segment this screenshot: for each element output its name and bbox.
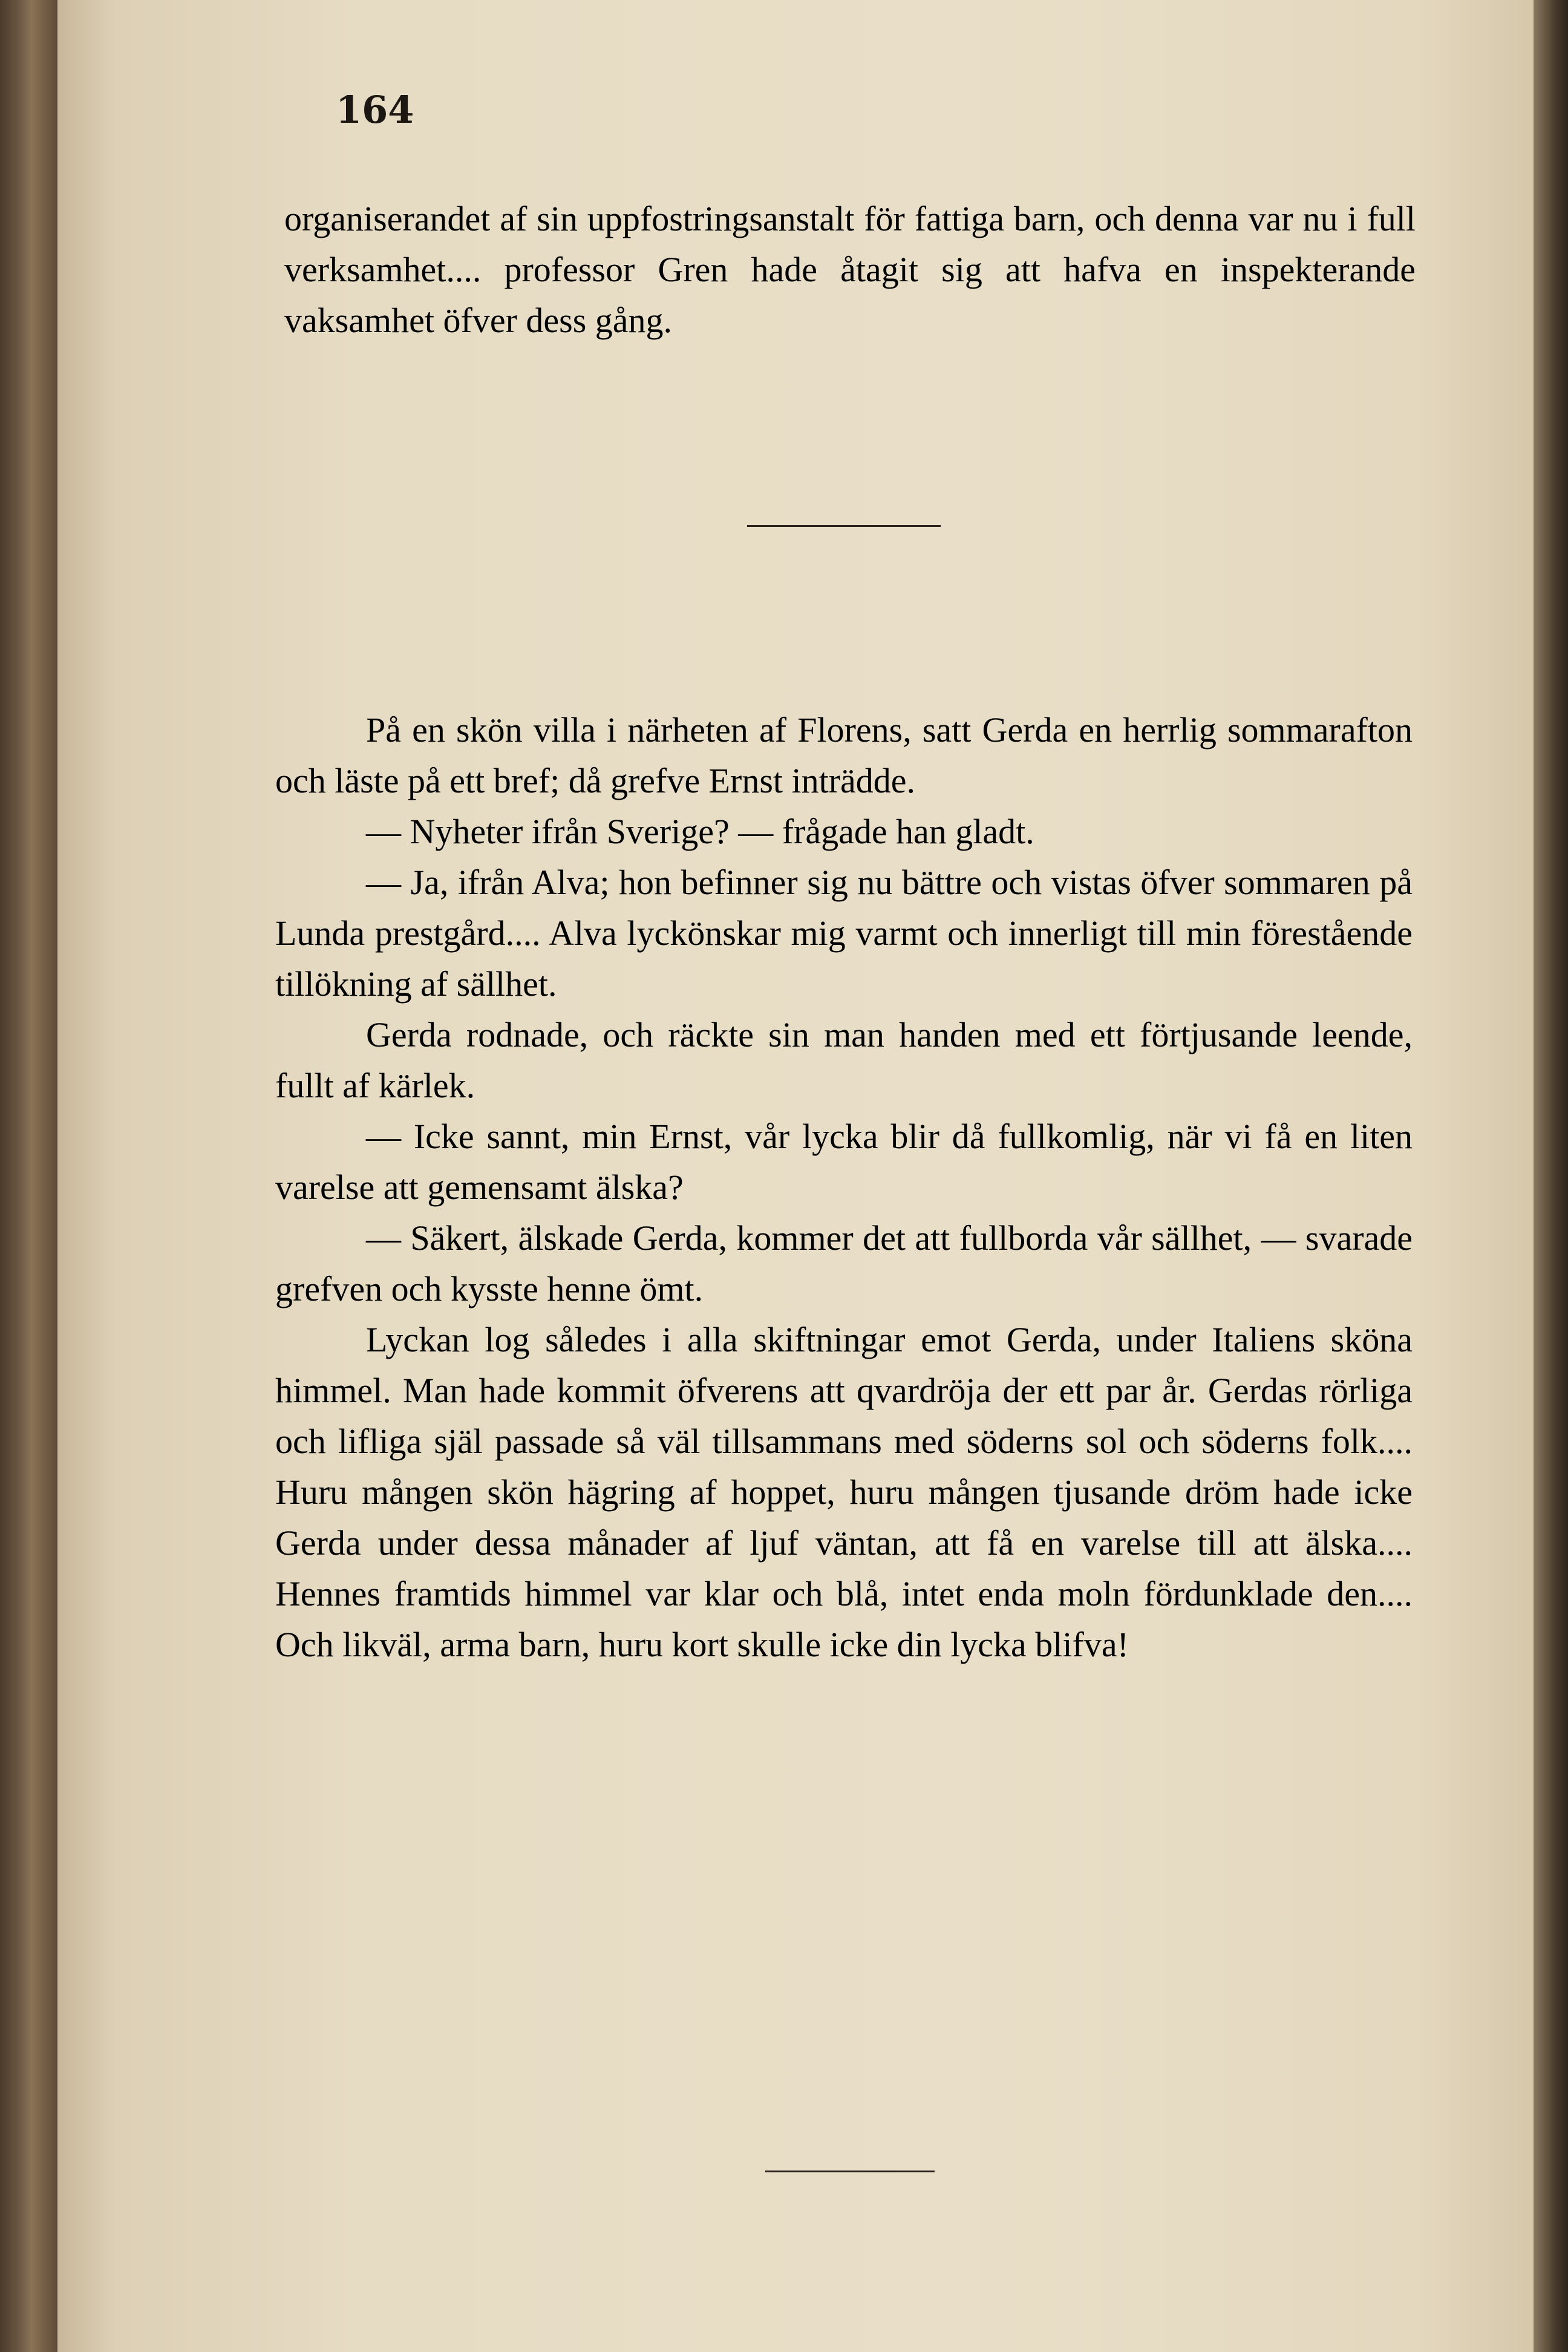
text-section-top — [284, 194, 1416, 346]
book-spine — [0, 0, 57, 2352]
paragraph: Gerda rodnade, och räckte sin man handen med ett förtjusande leende, fullt af kärlek. — [275, 1015, 1413, 1105]
paragraph: organiserandet af sin uppfostringsanstalt för fattiga barn, och denna var nu i full verksamhet.... professor Gren hade åtagit sig att hafva en inspekterande vaksamhet öfver dess gång. — [284, 199, 1416, 340]
paragraph: — Ja, ifrån Alva; hon befinner sig nu bättre och vistas öfver sommaren på Lunda prestgård.... Alva lyckönskar mig varmt och innerligt till min förestående tillökning af sällhet. — [275, 863, 1413, 1004]
paragraph: På en skön villa i närheten af Florens, satt Gerda en herrlig sommarafton och läste på ett bref; då grefve Ernst inträdde. — [275, 710, 1413, 800]
section-divider — [765, 2171, 935, 2172]
paragraph: — Säkert, älskade Gerda, kommer det att fullborda vår sällhet, — svarade grefven och kysste henne ömt. — [275, 1218, 1413, 1308]
section-divider — [747, 525, 941, 527]
page-number: 164 — [336, 88, 414, 132]
page-edge — [1534, 0, 1568, 2352]
paragraph: — Nyheter ifrån Sverige? — frågade han gladt. — [366, 812, 1034, 851]
paragraph: — Icke sannt, min Ernst, vår lycka blir då fullkomlig, när vi få en liten varelse att gemensamt älska? — [275, 1117, 1413, 1207]
paragraph: Lyckan log således i alla skiftningar emot Gerda, under Italiens sköna himmel. Man hade kommit öfverens att qvardröja der ett par år. Gerdas rörliga och lifliga själ passade så väl tillsammans med söderns sol och söderns folk.... Huru mången skön hägring af hoppet, huru mången tjusande dröm hade icke Gerda under dessa månader af ljuf väntan, att få en varelse till att älska.... Hennes framtids himmel var klar och blå, intet enda moln fördunklade den.... Och likväl, arma barn, huru kort skulle icke din lycka blifva! — [275, 1320, 1413, 1664]
text-section-main — [275, 705, 1413, 1670]
